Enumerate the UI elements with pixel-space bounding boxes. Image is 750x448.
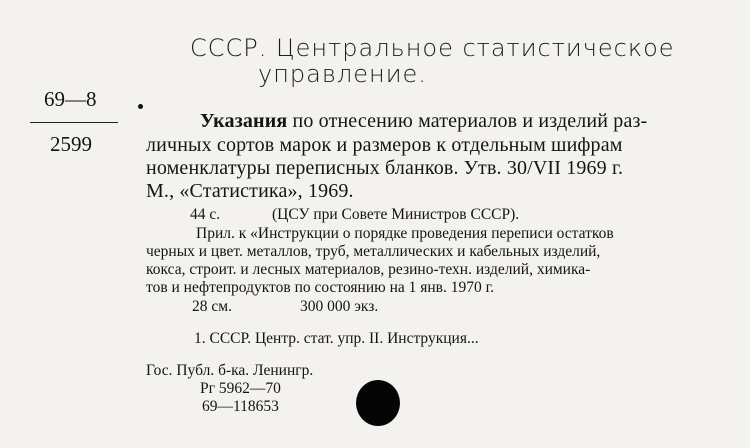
entry-title-word: Указания [200, 110, 288, 132]
library-stamp-line1: Гос. Публ. б-ка. Ленингр. [146, 362, 314, 379]
entry-line-3: номенклатуры переписных бланков. Утв. 30/VII 1969 г. [146, 157, 624, 179]
note-line-4: тов и нефтепродуктов по состоянию на 1 янв. 1970 г. [146, 279, 495, 296]
note-line-3: кокса, строит. и лесных материалов, резино-техн. изделий, химика- [146, 261, 591, 278]
library-stamp-line3: 69—118653 [202, 398, 279, 415]
handwritten-heading-line1: СССР. Центральное статистическое [190, 34, 675, 62]
call-number-bottom: 2599 [50, 132, 92, 156]
call-number-top: 69—8 [44, 87, 97, 111]
pages-count: 44 с. [190, 206, 221, 223]
entry-title-line [200, 110, 647, 133]
size: 28 см. [192, 298, 232, 315]
note-line-1: Прил. к «Инструкции о порядке проведения переписи остатков [196, 225, 614, 242]
bullet-mark [138, 104, 143, 109]
subject-headings: 1. СССР. Центр. стат. упр. II. Инструкция... [194, 330, 479, 347]
entry-line-2: личных сортов марок и размеров к отдельным шифрам [146, 134, 623, 156]
print-run: 300 000 экз. [300, 298, 379, 315]
call-number-divider [30, 122, 118, 123]
ink-blot [356, 380, 400, 426]
issuing-body: (ЦСУ при Совете Министров СССР). [272, 206, 520, 223]
entry-line-4: М., «Статистика», 1969. [146, 180, 354, 202]
handwritten-heading-line2: управление. [258, 60, 427, 88]
library-stamp-line2: Рг 5962—70 [200, 380, 281, 397]
entry-title-rest: по отнесению материалов и изделий раз- [287, 110, 648, 132]
note-line-2: черных и цвет. металлов, труб, металлических и кабельных изделий, [146, 243, 601, 260]
